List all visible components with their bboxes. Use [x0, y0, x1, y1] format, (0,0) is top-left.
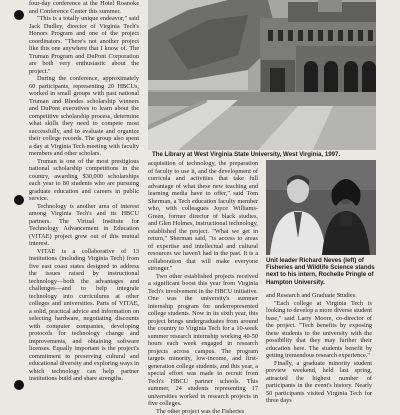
library-photo: [148, 0, 376, 150]
text-column-1: [29, 0, 139, 400]
paragraph: "Each college at Virginia Tech is looking to develop a more diverse student base," said Larry Moore, co-director of the project. "Tech benefits by exposing these students to the university with the possibility that they may further their education here. The students benefit by getting tremendous research experience.": [266, 300, 372, 360]
paragraph: Two other established projects received a significant boost this year from Virginia Tech's involvement in the HBCU initiative. One was the university's summer internship program for underrepresented college students. Now in its sixth year, this project brings undergraduates from around the country to Virginia Tech for a 10-week summer research internship working 40-50 hours each week engaged in research projects across campus. The program targets minority, low-income, and first-generation college students, and this year, a special effort was made to recruit from Tech's HBCU partner schools. This summer, 24 students representing 17 universities worked in research projects in five colleges.: [148, 273, 258, 408]
text-column-3: [266, 292, 372, 400]
paragraph: Finally, a graduate minority student preview weekend, held last spring, attracted the highest number of participants in the event's history. Nearly 50 participants visited Virginia Tech for three days: [266, 360, 372, 405]
portrait-photo: [266, 160, 376, 255]
paragraph: and Research and Graduate Studies.: [266, 292, 372, 300]
binder-hole: [14, 10, 24, 20]
portrait-photo-caption: Unit leader Richard Neves (left) of Fisheries and Wildlife Science stands next to his intern, Rochelle Pringle of Hampton University.: [266, 257, 376, 286]
paragraph: Technology is another area of interest among Virginia Tech's and its HBCU partners. The Virtual Institute for Technology Advancement in Education (VITAE) project grew out of this mutual interest.: [29, 203, 139, 248]
paragraph: During the conference, approximately 60 participants, representing 20 HBCUs, worked in small groups with past national Truman and Rhodes scholarship winners and DuPont executives to learn about the competitive scholarship process, determine what skills they need to compete most successfully, and to evaluate and organize their college records. The group also spent a day at Virginia Tech meeting with faculty members and other scholars.: [29, 75, 139, 158]
paragraph: The other project was the Fisheries: [148, 408, 258, 415]
text-column-2: [148, 160, 258, 400]
paragraph: acquisition of technology, the preparation of faculty to use it, and the development of curricula and activities that take full advantage of what these new teaching and learning media have to offer," said Tom Sherman, a Tech education faculty member who, with colleagues Joyce Williams-Green, former director of black studies, and Glen Holmes, instructional technology, established the project. "What we get in return," Sherman said, "is access to areas of expertise and intellectual and cultural resources we haven't had in the past. It is a collaboration that will make everyone stronger.": [148, 160, 258, 273]
library-photo-caption: The Library at West Virginia State University, West Virginia, 1997.: [152, 151, 376, 158]
paragraph: VITAE is a collaborative of 13 institutions (including Virginia Tech) from five east coast states designed to address the issues raised by instructional technology—both the advantages and challenges—and to help integrate technology into curriculums at other colleges and universities. Parts of VITAE, a solid, practical advice and information on selecting hardware, negotiating discounts with computer companies, developing protocols for technology change and improvements, and obtaining software licenses. Equally important is the project's commitment to preserving cultural and educational diversity and exploring ways in which technology can help partner institutions build and share strengths.: [29, 248, 139, 383]
paragraph: Truman is one of the most prestigious national scholarship competitions in the country, awarding $30,000 scholarships each year to 80 students who are pursuing graduate education and careers in public service.: [29, 158, 139, 203]
binder-hole: [14, 380, 24, 390]
binder-hole: [14, 195, 24, 205]
paragraph: four-day conference at the Hotel Roanoke and Conference Center this summer.: [29, 0, 139, 15]
paragraph: "This is a totally unique endeavor," said Jack Dudley, director of Virginia Tech's Honors Program and one of the project coordinators. "There's not another project like this one anywhere that I know of. The Truman Program and DuPont Corporation are both very enthusiastic about the project.": [29, 15, 139, 75]
